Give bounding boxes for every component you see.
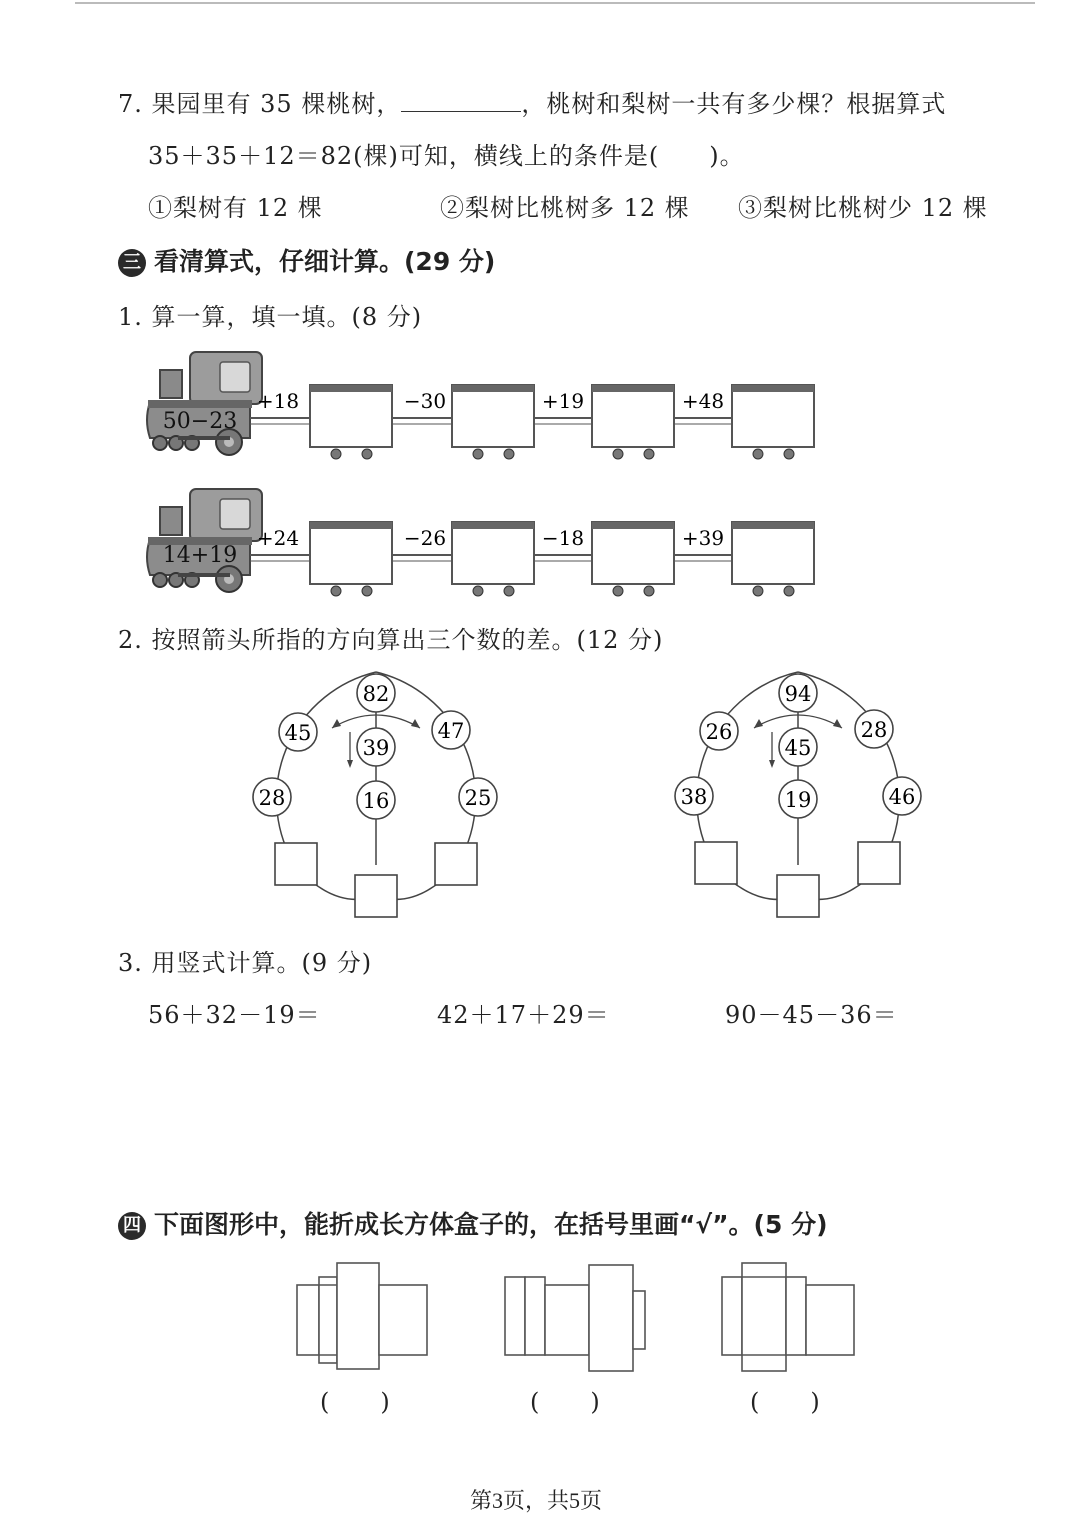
section3-heading: [118, 242, 495, 278]
circle-node: [357, 728, 395, 766]
train-2-car-4[interactable]: [732, 522, 814, 596]
train-1-car-1[interactable]: [310, 385, 392, 459]
engine-1-label: 50−23: [162, 409, 238, 434]
train-2-car-3[interactable]: [592, 522, 674, 596]
train-2-op-2: −26: [403, 526, 447, 550]
train-1-op-1: +18: [256, 389, 300, 413]
train-figure: [0, 340, 1080, 610]
net-1-answer[interactable]: ( ): [320, 1388, 391, 1416]
box-nets: [0, 1255, 1080, 1385]
circle-node: [855, 710, 893, 748]
train-1: [147, 352, 814, 459]
q7-line1-b: ，桃树和梨树一共有多少棵？根据算式: [521, 90, 947, 118]
q7-line1: [118, 84, 946, 119]
svg-text:28: 28: [258, 786, 286, 810]
circle-diagrams: [0, 660, 1080, 930]
net-2: [505, 1265, 645, 1371]
svg-text:45: 45: [784, 736, 812, 760]
page-footer: 第3页，共5页: [470, 1488, 603, 1513]
circle-node: [883, 777, 921, 815]
p3-title: 3. 用竖式计算。(9 分): [118, 949, 373, 977]
engine-2: [147, 489, 262, 592]
answer-box-right-3[interactable]: [858, 842, 900, 884]
net-3: [722, 1263, 854, 1371]
section4-heading: [118, 1205, 828, 1241]
train-1-car-2[interactable]: [452, 385, 534, 459]
p1-title: 1. 算一算，填一填。(8 分): [118, 303, 423, 331]
train-2-car-2[interactable]: [452, 522, 534, 596]
p3-expr-3: 90－45－36＝: [725, 1001, 898, 1029]
circle-node: [357, 781, 395, 819]
train-1-op-3: +19: [541, 389, 585, 413]
answer-box-left-1[interactable]: [275, 843, 317, 885]
section4-title: 下面图形中，能折成长方体盒子的，在括号里画“√”。(5 分): [154, 1210, 828, 1239]
p2-title: 2. 按照箭头所指的方向算出三个数的差。(12 分): [118, 626, 664, 654]
svg-text:28: 28: [860, 718, 888, 742]
answer-box-left-3[interactable]: [435, 843, 477, 885]
svg-text:39: 39: [362, 736, 390, 760]
svg-text:45: 45: [284, 721, 312, 745]
circle-node: [432, 711, 470, 749]
section4-badge: 四: [118, 1212, 146, 1240]
train-2-op-1: +24: [256, 526, 300, 550]
svg-text:94: 94: [784, 682, 812, 706]
net-2-answer[interactable]: ( ): [530, 1388, 601, 1416]
circle-diagram-right: [675, 672, 921, 917]
q7-line2: 35＋35＋12＝82(棵)可知，横线上的条件是( )。: [148, 142, 745, 170]
net-1: [297, 1263, 427, 1369]
circle-node: [779, 780, 817, 818]
svg-text:16: 16: [362, 789, 390, 813]
circle-node: [357, 674, 395, 712]
train-2: [147, 489, 814, 596]
svg-text:26: 26: [705, 720, 733, 744]
svg-text:46: 46: [888, 785, 916, 809]
svg-text:47: 47: [437, 719, 465, 743]
section3-title: 看清算式，仔细计算。(29 分): [154, 247, 496, 276]
train-1-car-3[interactable]: [592, 385, 674, 459]
p3-expr-2: 42＋17＋29＝: [437, 1001, 610, 1029]
section3-badge: 三: [118, 249, 146, 277]
engine-2-label: 14+19: [162, 543, 238, 568]
circle-node: [779, 728, 817, 766]
svg-text:38: 38: [680, 785, 708, 809]
answer-box-left-2[interactable]: [355, 875, 397, 917]
train-2-car-1[interactable]: [310, 522, 392, 596]
circle-node: [279, 713, 317, 751]
top-rule: [75, 2, 1035, 4]
train-2-op-4: +39: [681, 526, 725, 550]
q7-option-2[interactable]: ②梨树比桃树多 12 棵: [440, 194, 690, 222]
p3-expr-1: 56＋32－19＝: [148, 1001, 321, 1029]
circle-node: [459, 778, 497, 816]
circle-node: [779, 674, 817, 712]
train-2-op-3: −18: [541, 526, 585, 550]
circle-diagram-left: [253, 672, 497, 917]
train-1-car-4[interactable]: [732, 385, 814, 459]
train-1-op-2: −30: [403, 389, 447, 413]
q7-option-1[interactable]: ①梨树有 12 棵: [148, 194, 323, 222]
answer-box-right-2[interactable]: [777, 875, 819, 917]
q7-line1-a: 7. 果园里有 35 棵桃树，: [118, 90, 402, 118]
engine-1: [147, 352, 262, 455]
q7-answer-blank[interactable]: [401, 91, 521, 112]
circle-node: [700, 712, 738, 750]
svg-text:19: 19: [784, 788, 812, 812]
circle-node: [253, 778, 291, 816]
net-3-answer[interactable]: ( ): [750, 1388, 821, 1416]
circle-node: [675, 777, 713, 815]
svg-text:82: 82: [362, 682, 390, 706]
svg-text:25: 25: [464, 786, 492, 810]
answer-box-right-1[interactable]: [695, 842, 737, 884]
train-1-op-4: +48: [681, 389, 725, 413]
q7-option-3[interactable]: ③梨树比桃树少 12 棵: [738, 194, 988, 222]
